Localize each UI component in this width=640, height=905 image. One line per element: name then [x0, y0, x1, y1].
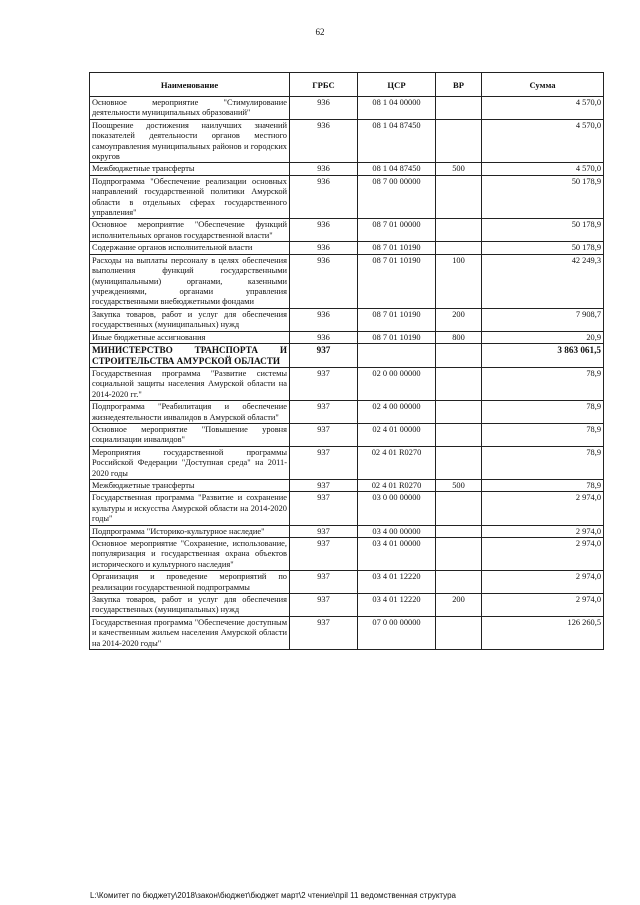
- cell-sum: 50 178,9: [482, 242, 604, 254]
- cell-name: Государственная программа "Развитие и сохранение культуры и искусства Амурской области на 2014-2020 годы": [90, 492, 290, 525]
- cell-vr: [436, 242, 482, 254]
- cell-sum: 3 863 061,5: [482, 343, 604, 367]
- cell-sum: 2 974,0: [482, 525, 604, 537]
- cell-csr: 08 7 00 00000: [358, 175, 436, 219]
- cell-csr: 08 7 01 10190: [358, 254, 436, 308]
- cell-name: Поощрение достижения наилучших значений показателей деятельности органов местного самоуправления муниципальных районов и городских округов: [90, 119, 290, 163]
- table-row: [90, 423, 604, 446]
- cell-vr: [436, 119, 482, 163]
- cell-vr: [436, 219, 482, 242]
- cell-grbs: 937: [290, 343, 358, 367]
- cell-grbs: 937: [290, 594, 358, 617]
- cell-sum: 2 974,0: [482, 492, 604, 525]
- cell-vr: [436, 446, 482, 479]
- page-number: 62: [315, 27, 325, 37]
- cell-grbs: 937: [290, 616, 358, 649]
- table-row: [90, 616, 604, 649]
- cell-name: Закупка товаров, работ и услуг для обеспечения государственных (муниципальных) нужд: [90, 594, 290, 617]
- cell-name: Иные бюджетные ассигнования: [90, 331, 290, 343]
- cell-grbs: 937: [290, 367, 358, 400]
- cell-vr: [436, 175, 482, 219]
- cell-grbs: 937: [290, 525, 358, 537]
- table-row: [90, 219, 604, 242]
- column-header-sum: Сумма: [482, 73, 604, 97]
- cell-sum: 50 178,9: [482, 175, 604, 219]
- cell-csr: 08 1 04 87450: [358, 163, 436, 175]
- cell-csr: 03 4 01 12220: [358, 594, 436, 617]
- table-row: [90, 492, 604, 525]
- table-row: [90, 480, 604, 492]
- table-row: [90, 538, 604, 571]
- cell-sum: 2 974,0: [482, 571, 604, 594]
- budget-table: [89, 72, 604, 650]
- table-row: [90, 308, 604, 331]
- cell-csr: 03 0 00 00000: [358, 492, 436, 525]
- cell-sum: 7 908,7: [482, 308, 604, 331]
- cell-name: Мероприятия государственной программы Российской Федерации "Доступная среда" на 2011-2020 годы: [90, 446, 290, 479]
- cell-vr: 800: [436, 331, 482, 343]
- table-row-ministry: [90, 343, 604, 367]
- cell-csr: 08 1 04 87450: [358, 119, 436, 163]
- cell-vr: [436, 571, 482, 594]
- cell-name: Основное мероприятие "Обеспечение функций исполнительных органов государственной власти": [90, 219, 290, 242]
- cell-csr: 08 7 01 10190: [358, 308, 436, 331]
- cell-csr: 02 0 00 00000: [358, 367, 436, 400]
- cell-vr: [436, 367, 482, 400]
- cell-vr: [436, 97, 482, 120]
- cell-csr: 02 4 01 R0270: [358, 480, 436, 492]
- cell-name: Государственная программа "Обеспечение доступным и качественным жильем населения Амурской области на 2014-2020 годы": [90, 616, 290, 649]
- cell-sum: 50 178,9: [482, 219, 604, 242]
- cell-vr: 200: [436, 308, 482, 331]
- cell-vr: 500: [436, 163, 482, 175]
- table-row: [90, 401, 604, 424]
- cell-csr: 02 4 00 00000: [358, 401, 436, 424]
- cell-vr: [436, 343, 482, 367]
- cell-grbs: 936: [290, 163, 358, 175]
- cell-sum: 2 974,0: [482, 538, 604, 571]
- cell-grbs: 937: [290, 446, 358, 479]
- cell-grbs: 936: [290, 219, 358, 242]
- table-row: [90, 571, 604, 594]
- cell-csr: 08 7 01 10190: [358, 331, 436, 343]
- cell-sum: 20,9: [482, 331, 604, 343]
- column-header-name: Наименование: [90, 73, 290, 97]
- cell-vr: 200: [436, 594, 482, 617]
- column-header-grbs: ГРБС: [290, 73, 358, 97]
- cell-sum: 126 260,5: [482, 616, 604, 649]
- column-header-csr: ЦСР: [358, 73, 436, 97]
- cell-grbs: 937: [290, 401, 358, 424]
- cell-sum: 4 570,0: [482, 97, 604, 120]
- table-row: [90, 175, 604, 219]
- cell-csr: 03 4 01 12220: [358, 571, 436, 594]
- table-row: [90, 97, 604, 120]
- table-row: [90, 331, 604, 343]
- table-body: [90, 97, 604, 650]
- cell-csr: 07 0 00 00000: [358, 616, 436, 649]
- table-row: [90, 254, 604, 308]
- cell-name: Содержание органов исполнительной власти: [90, 242, 290, 254]
- cell-name: Основное мероприятие "Стимулирование деятельности муниципальных образований": [90, 97, 290, 120]
- cell-name: Основное мероприятие "Сохранение, использование, популяризация и государственная охрана объектов исторического и культурного наследия": [90, 538, 290, 571]
- cell-sum: 78,9: [482, 367, 604, 400]
- cell-grbs: 937: [290, 423, 358, 446]
- cell-csr: 02 4 01 00000: [358, 423, 436, 446]
- cell-grbs: 937: [290, 480, 358, 492]
- table-row: [90, 594, 604, 617]
- cell-grbs: 936: [290, 242, 358, 254]
- table-row: [90, 163, 604, 175]
- cell-grbs: 936: [290, 97, 358, 120]
- cell-grbs: 936: [290, 175, 358, 219]
- cell-sum: 78,9: [482, 480, 604, 492]
- cell-vr: [436, 525, 482, 537]
- cell-name: Расходы на выплаты персоналу в целях обеспечения выполнения функций государственными (муниципальными) органами, казенными учреждениями, органами управления государственными внебюджетными фондами: [90, 254, 290, 308]
- cell-csr: 02 4 01 R0270: [358, 446, 436, 479]
- cell-vr: [436, 492, 482, 525]
- cell-name: Основное мероприятие "Повышение уровня социализации инвалидов": [90, 423, 290, 446]
- file-path-footer: L:\Комитет по бюджету\2018\закон\бюджет\бюджет март\2 чтение\прil 11 ведомственная структура: [90, 891, 456, 900]
- table-header-row: [90, 73, 604, 97]
- cell-grbs: 936: [290, 254, 358, 308]
- cell-csr: 03 4 00 00000: [358, 525, 436, 537]
- table-row: [90, 367, 604, 400]
- cell-sum: 78,9: [482, 446, 604, 479]
- cell-name: Организация и проведение мероприятий по реализации государственной подпрограммы: [90, 571, 290, 594]
- cell-sum: 78,9: [482, 401, 604, 424]
- table-row: [90, 242, 604, 254]
- cell-csr: 08 7 01 10190: [358, 242, 436, 254]
- cell-name: Закупка товаров, работ и услуг для обеспечения государственных (муниципальных) нужд: [90, 308, 290, 331]
- cell-csr: 08 1 04 00000: [358, 97, 436, 120]
- cell-csr: 08 7 01 00000: [358, 219, 436, 242]
- cell-sum: 4 570,0: [482, 119, 604, 163]
- cell-vr: 100: [436, 254, 482, 308]
- cell-grbs: 936: [290, 331, 358, 343]
- cell-csr: [358, 343, 436, 367]
- cell-name: Межбюджетные трансферты: [90, 480, 290, 492]
- cell-vr: [436, 423, 482, 446]
- cell-grbs: 937: [290, 492, 358, 525]
- cell-sum: 2 974,0: [482, 594, 604, 617]
- cell-name: Подпрограмма "Обеспечение реализации основных направлений государственной политики Амурской области в отдельных сферах государственного управления": [90, 175, 290, 219]
- table-row: [90, 525, 604, 537]
- cell-sum: 42 249,3: [482, 254, 604, 308]
- cell-vr: [436, 401, 482, 424]
- cell-csr: 03 4 01 00000: [358, 538, 436, 571]
- cell-name: МИНИСТЕРСТВО ТРАНСПОРТА И СТРОИТЕЛЬСТВА АМУРСКОЙ ОБЛАСТИ: [90, 343, 290, 367]
- cell-vr: [436, 538, 482, 571]
- cell-name: Подпрограмма "Реабилитация и обеспечение жизнедеятельности инвалидов в Амурской области": [90, 401, 290, 424]
- cell-sum: 78,9: [482, 423, 604, 446]
- cell-name: Подпрограмма "Историко-культурное наследие": [90, 525, 290, 537]
- table-row: [90, 119, 604, 163]
- cell-grbs: 936: [290, 308, 358, 331]
- cell-name: Межбюджетные трансферты: [90, 163, 290, 175]
- cell-grbs: 936: [290, 119, 358, 163]
- cell-grbs: 937: [290, 571, 358, 594]
- table-row: [90, 446, 604, 479]
- cell-sum: 4 570,0: [482, 163, 604, 175]
- cell-grbs: 937: [290, 538, 358, 571]
- cell-vr: 500: [436, 480, 482, 492]
- cell-name: Государственная программа "Развитие системы социальной защиты населения Амурской области на 2014-2020 гг.": [90, 367, 290, 400]
- cell-vr: [436, 616, 482, 649]
- column-header-vr: ВР: [436, 73, 482, 97]
